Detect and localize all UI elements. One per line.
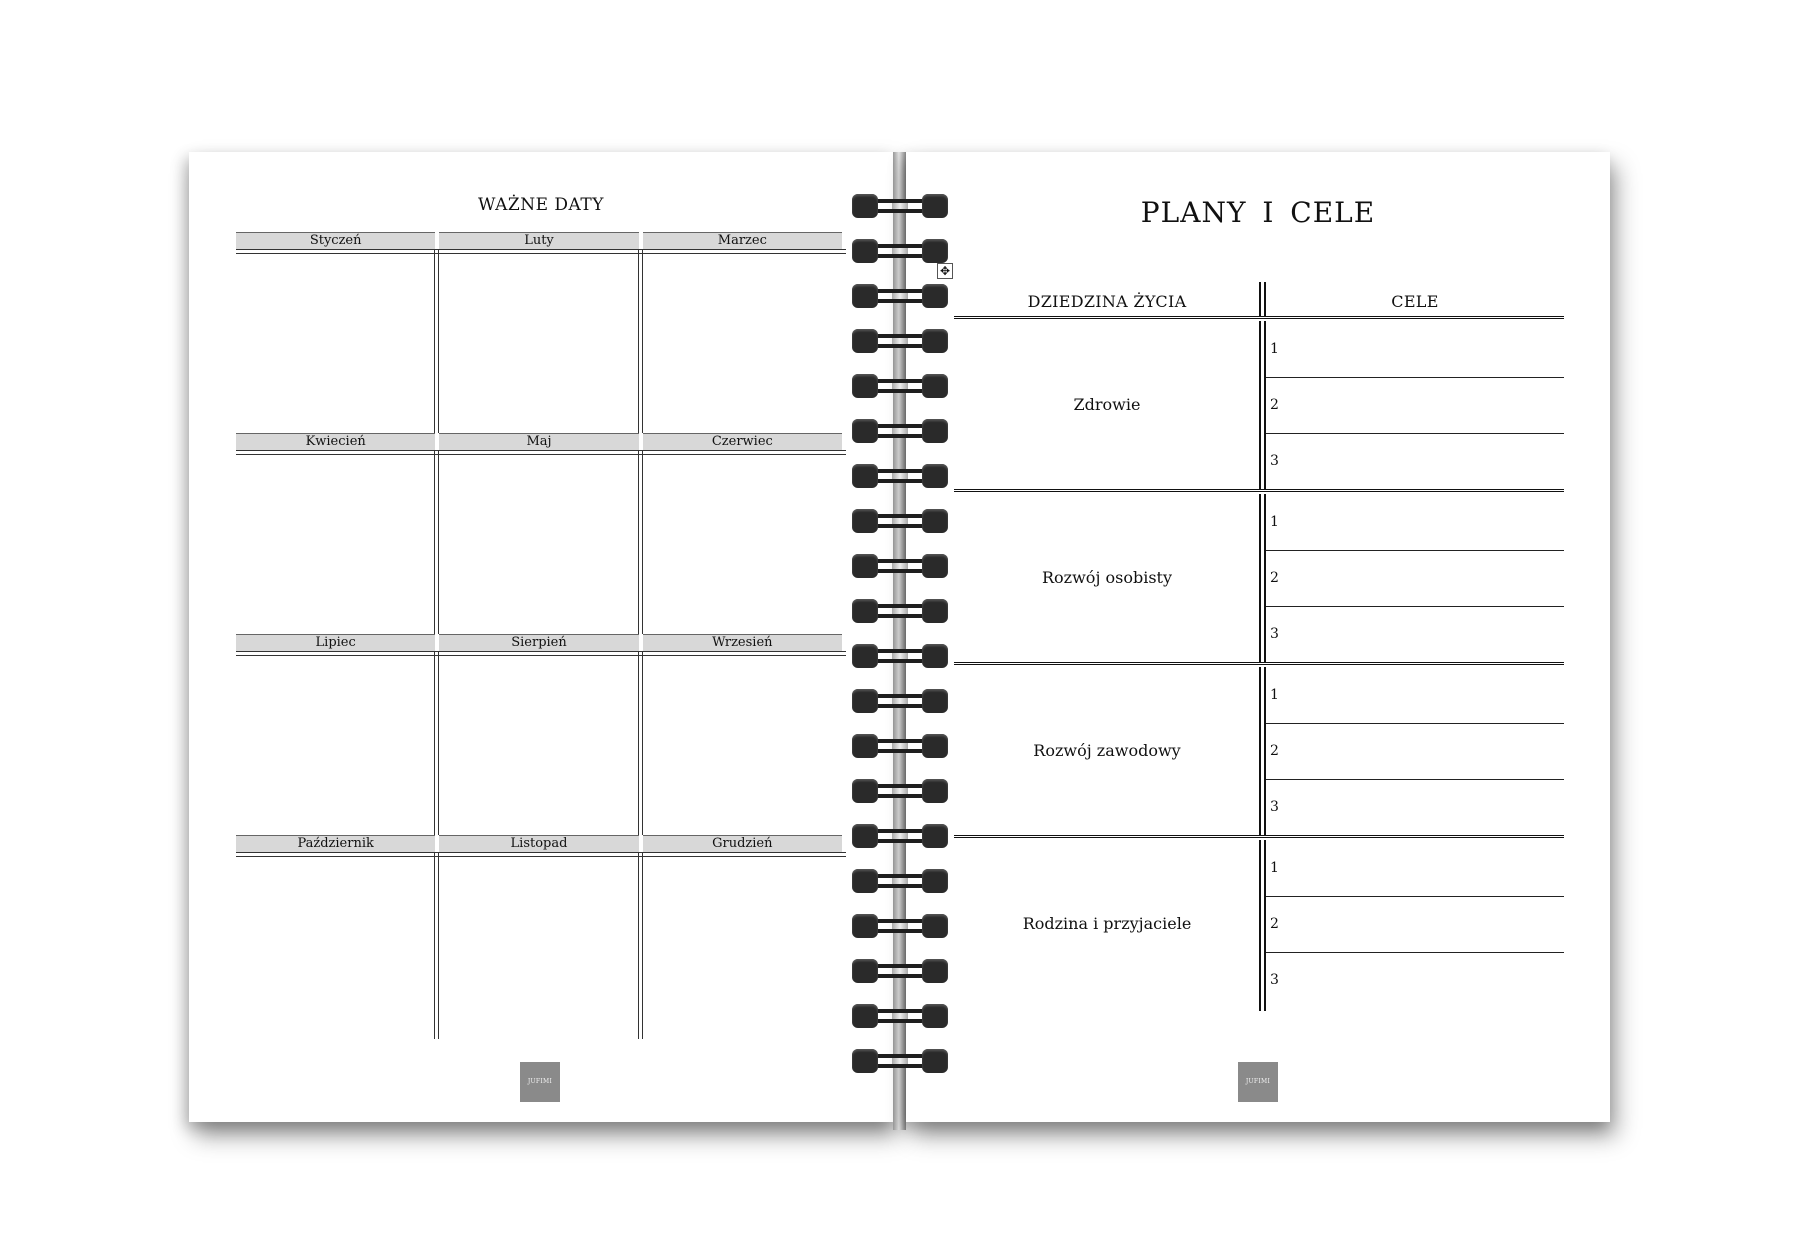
goal-number: 3 <box>1270 453 1279 469</box>
spiral-ring <box>852 644 948 668</box>
brand-logo: JUFIMI <box>520 1062 560 1102</box>
spiral-ring <box>852 464 948 488</box>
page-title: WAŻNE DATY <box>478 195 604 215</box>
month-label: Listopad <box>439 835 638 852</box>
spiral-ring <box>852 1049 948 1073</box>
month-label: Lipiec <box>236 634 435 651</box>
area-label: Rozwój osobisty <box>1042 568 1172 587</box>
goal-line[interactable] <box>1266 433 1564 489</box>
area-label: Zdrowie <box>1073 395 1141 414</box>
spiral-ring <box>852 1004 948 1028</box>
month-label: Październik <box>236 835 435 852</box>
goal-number: 2 <box>1270 570 1279 586</box>
table-row <box>954 667 1564 838</box>
spiral-ring <box>852 374 948 398</box>
spiral-ring <box>852 734 948 758</box>
column-header-area: DZIEDZINA ŻYCIA <box>1027 292 1187 311</box>
spiral-ring <box>852 239 948 263</box>
goal-line[interactable] <box>1266 377 1564 434</box>
goal-line[interactable] <box>1266 321 1564 378</box>
month-label: Luty <box>439 232 638 249</box>
month-cell <box>439 232 642 433</box>
goal-number: 1 <box>1270 687 1279 703</box>
goal-number: 1 <box>1270 341 1279 357</box>
month-label: Sierpień <box>439 634 638 651</box>
spiral-ring <box>852 599 948 623</box>
month-label: Grudzień <box>643 835 842 852</box>
month-label: Styczeń <box>236 232 435 249</box>
left-page <box>189 152 893 1122</box>
month-cell <box>439 634 642 835</box>
goal-line[interactable] <box>1266 840 1564 897</box>
table-row <box>954 840 1564 1011</box>
month-label: Marzec <box>643 232 842 249</box>
month-cell <box>236 634 439 835</box>
month-cell <box>439 433 642 634</box>
goal-number: 2 <box>1270 397 1279 413</box>
goal-number: 1 <box>1270 514 1279 530</box>
goal-line[interactable] <box>1266 494 1564 551</box>
spiral-ring <box>852 329 948 353</box>
spiral-ring <box>852 509 948 533</box>
goal-number: 1 <box>1270 860 1279 876</box>
goal-line[interactable] <box>1266 550 1564 607</box>
spiral-ring <box>852 779 948 803</box>
spiral-ring <box>852 689 948 713</box>
month-label: Czerwiec <box>643 433 842 450</box>
spiral-ring <box>852 959 948 983</box>
month-label: Wrzesień <box>643 634 842 651</box>
month-cell <box>236 433 439 634</box>
spiral-ring <box>852 824 948 848</box>
month-cell <box>236 835 439 1036</box>
area-label: Rodzina i przyjaciele <box>1022 914 1192 933</box>
month-cell <box>439 835 642 1036</box>
spiral-ring <box>852 869 948 893</box>
month-grid <box>236 232 846 1036</box>
goal-line[interactable] <box>1266 896 1564 953</box>
goal-number: 3 <box>1270 626 1279 642</box>
spiral-ring <box>852 284 948 308</box>
table-row <box>954 494 1564 665</box>
goal-line[interactable] <box>1266 779 1564 835</box>
goal-line[interactable] <box>1266 952 1564 1008</box>
spiral-ring <box>852 419 948 443</box>
goal-line[interactable] <box>1266 723 1564 780</box>
month-cell <box>236 232 439 433</box>
goal-line[interactable] <box>1266 606 1564 662</box>
spiral-ring <box>852 554 948 578</box>
right-page <box>906 152 1610 1122</box>
page-title: PLANY I CELE <box>1140 196 1376 229</box>
spiral-ring <box>852 914 948 938</box>
goal-number: 3 <box>1270 799 1279 815</box>
brand-logo: JUFIMI <box>1238 1062 1278 1102</box>
goal-number: 2 <box>1270 916 1279 932</box>
area-label: Rozwój zawodowy <box>1033 741 1181 760</box>
goal-line[interactable] <box>1266 667 1564 724</box>
month-label: Kwiecień <box>236 433 435 450</box>
month-cell <box>643 433 846 634</box>
spiral-ring <box>852 194 948 218</box>
goals-table <box>954 282 1564 1011</box>
month-label: Maj <box>439 433 638 450</box>
month-cell <box>643 634 846 835</box>
goal-number: 3 <box>1270 972 1279 988</box>
table-row <box>954 321 1564 492</box>
month-cell <box>643 835 846 1036</box>
column-header-goals: CELE <box>1391 292 1439 311</box>
table-header <box>954 282 1564 319</box>
move-icon[interactable]: ✥ <box>937 263 953 279</box>
month-cell <box>643 232 846 433</box>
goal-number: 2 <box>1270 743 1279 759</box>
